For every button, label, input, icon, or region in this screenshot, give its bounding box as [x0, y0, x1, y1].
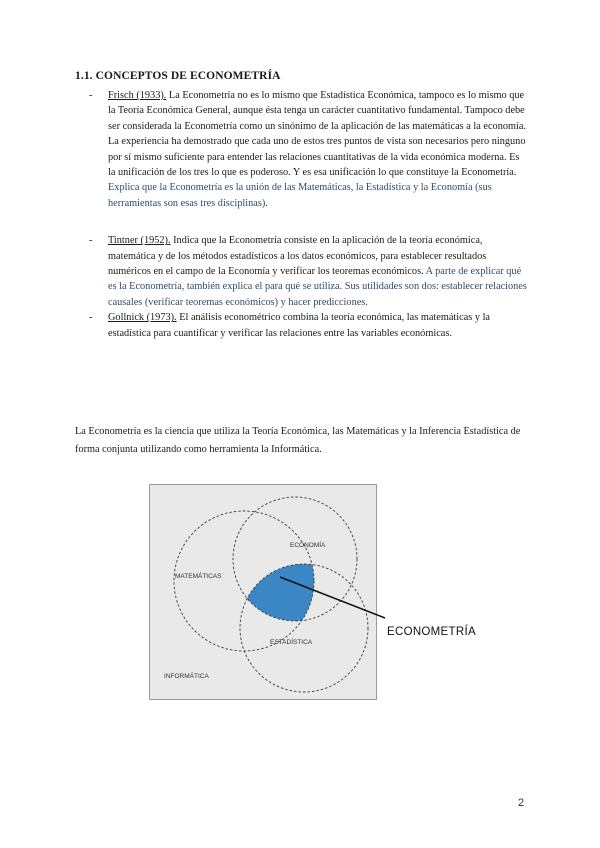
venn-diagram [149, 484, 489, 698]
author-citation: Frisch (1933). [108, 90, 167, 101]
definition-text: La Econometría no es lo mismo que Estadística Económica, tampoco es lo mismo que la Teoría Económica General, aunque ésta tenga un carácter cuantitativo fundamental. Tampoco debe ser considerada la Econometría como un sinónimo de la aplicación de las matemáticas a la economía. La experiencia ha demostrado que cada uno de estos tres puntos de vista son necesarios pero ninguno por sí mismo suficiente para entender las relaciones cuantitativas de la vida económica moderna. Es la unificación de los tres lo que es poderoso. Y es esa unificación lo que constituye la Econometría. [108, 90, 527, 179]
list-bullet: - [89, 90, 93, 101]
definition-tintner [89, 233, 527, 310]
matematicas-label: MATEMÁTICAS [175, 573, 222, 580]
summary-paragraph: La Econometría es la ciencia que utiliza la Teoría Económica, las Matemáticas y la Inferencia Estadística de forma conjunta utilizando como herramienta la Informática. [75, 426, 521, 455]
econometria-intersection [240, 564, 368, 692]
informatica-label: INFORMÁTICA [164, 673, 209, 680]
economia-label: ECONOMÍA [290, 542, 326, 549]
section-title: 1.1. CONCEPTOS DE ECONOMETRÍA [75, 70, 281, 82]
definition-text: Indica que la Econometría consiste en la aplicación de la teoría económica, matemática y de los métodos estadísticos a los datos económicos, para establecer resultados numéricos en el campo de la Economía y verificar los teoremas económicos. [108, 235, 487, 278]
definitions-list [89, 88, 527, 341]
definition-gollnick [89, 310, 527, 341]
author-citation: Gollnick (1973). [108, 312, 177, 324]
definition-note: Explica que la Econometría es la unión de las Matemáticas, la Estadística y la Economía (sus herramientas son esas tres disciplinas). [108, 182, 492, 209]
list-bullet: - [89, 312, 93, 324]
definition-frisch [89, 88, 527, 211]
estadistica-label: ESTADÍSTICA [270, 639, 313, 646]
definition-text: El análisis econométrico combina la teoría económica, las matemáticas y la estadística para cuantificar y verificar las relaciones entre las variables económicas. [108, 312, 491, 339]
list-bullet: - [89, 235, 93, 247]
econometria-label: ECONOMETRÍA [387, 626, 476, 638]
definition-note: A parte de explicar qué es la Econometría, también explica el para qué se utiliza. Sus utilidades son dos: establecer relaciones causales (verificar teoremas económicos) y hacer predicciones. [108, 266, 527, 308]
author-citation: Tintner (1952). [108, 235, 171, 247]
page-number: 2 [518, 797, 525, 809]
list-spacer [89, 211, 527, 233]
